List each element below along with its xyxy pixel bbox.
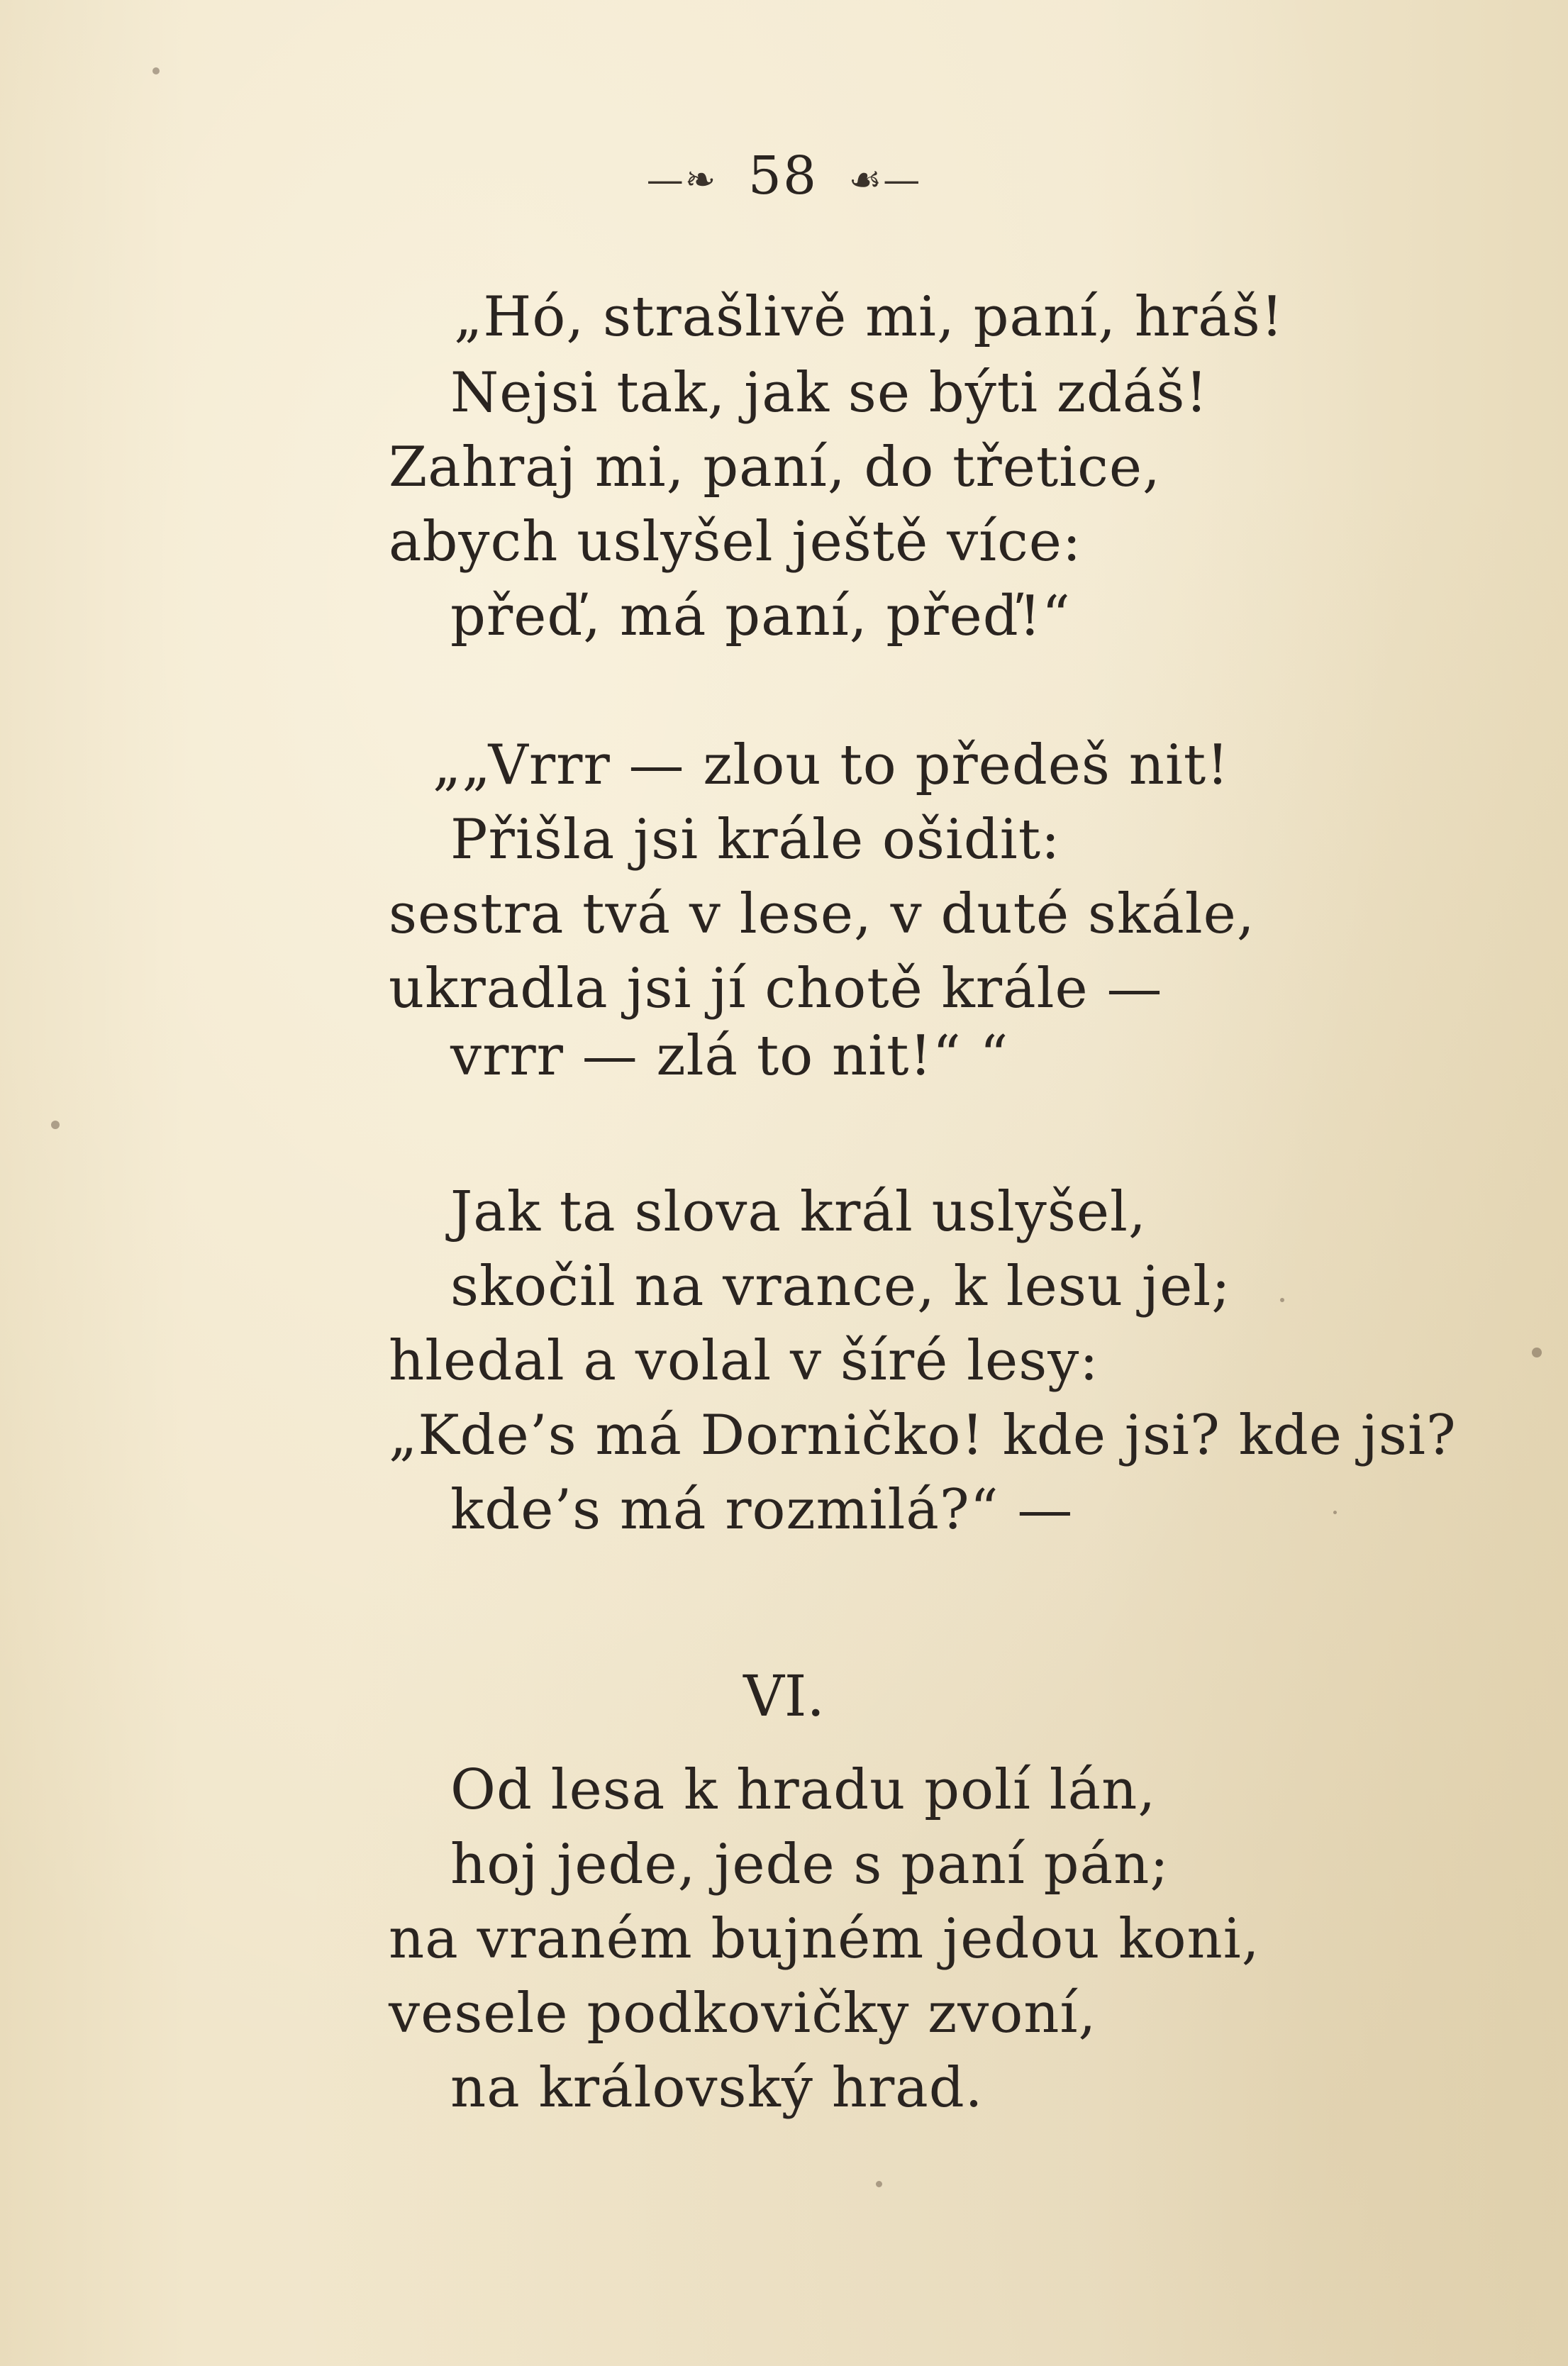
poem-line: vrrr — zlá to nit!“ “ [450,1024,1009,1088]
poem-line: Od lesa k hradu polí lán, [450,1758,1157,1822]
poem-line: Nejsi tak, jak se býti zdáš! [450,361,1208,425]
paper-speck [1333,1511,1337,1514]
paper-speck [1280,1298,1284,1302]
poem-line: ukradla jsi jí chotě krále — [389,957,1163,1021]
paper-speck [1532,1348,1542,1357]
poem-line: sestra tvá v lese, v duté skále, [389,882,1255,946]
poem-line: vesele podkovičky zvoní, [389,1982,1097,2045]
poem-line: „„Vrrr — zlou to předeš nit! [433,733,1230,797]
poem-line: na vraném bujném jedou koni, [389,1907,1260,1971]
poem-line: hledal a volal v šíré lesy: [389,1329,1099,1393]
paper-speck [876,2181,882,2187]
page-header [0,145,1568,206]
poem-line: Přišla jsi krále ošidit: [450,808,1061,872]
poem-line: Zahraj mi, paní, do třetice, [389,435,1161,499]
poem-line: na královský hrad. [450,2056,984,2120]
paper-speck [152,67,160,74]
left-ornament-icon: —❧ [646,158,718,201]
poem-line: přeď, má paní, přeď!“ [450,584,1071,648]
poem-line: Jak ta slova král uslyšel, [450,1180,1147,1244]
section-title: VI. [743,1663,825,1729]
poem-line: „Kde’s má Dorničko! kde jsi? kde jsi? [389,1404,1457,1467]
poem-line: kde’s má rozmilá?“ — [450,1478,1074,1542]
paper-speck [51,1121,60,1129]
poem-line: „Hó, strašlivě mi, paní, hráš! [454,285,1284,349]
page-number: 58 [747,145,818,206]
poem-line: abych uslyšel ještě více: [389,510,1082,574]
right-ornament-icon: ☙— [848,158,922,201]
poem-line: hoj jede, jede s paní pán; [450,1833,1169,1896]
poem-line: skočil na vrance, k lesu jel; [450,1255,1231,1318]
